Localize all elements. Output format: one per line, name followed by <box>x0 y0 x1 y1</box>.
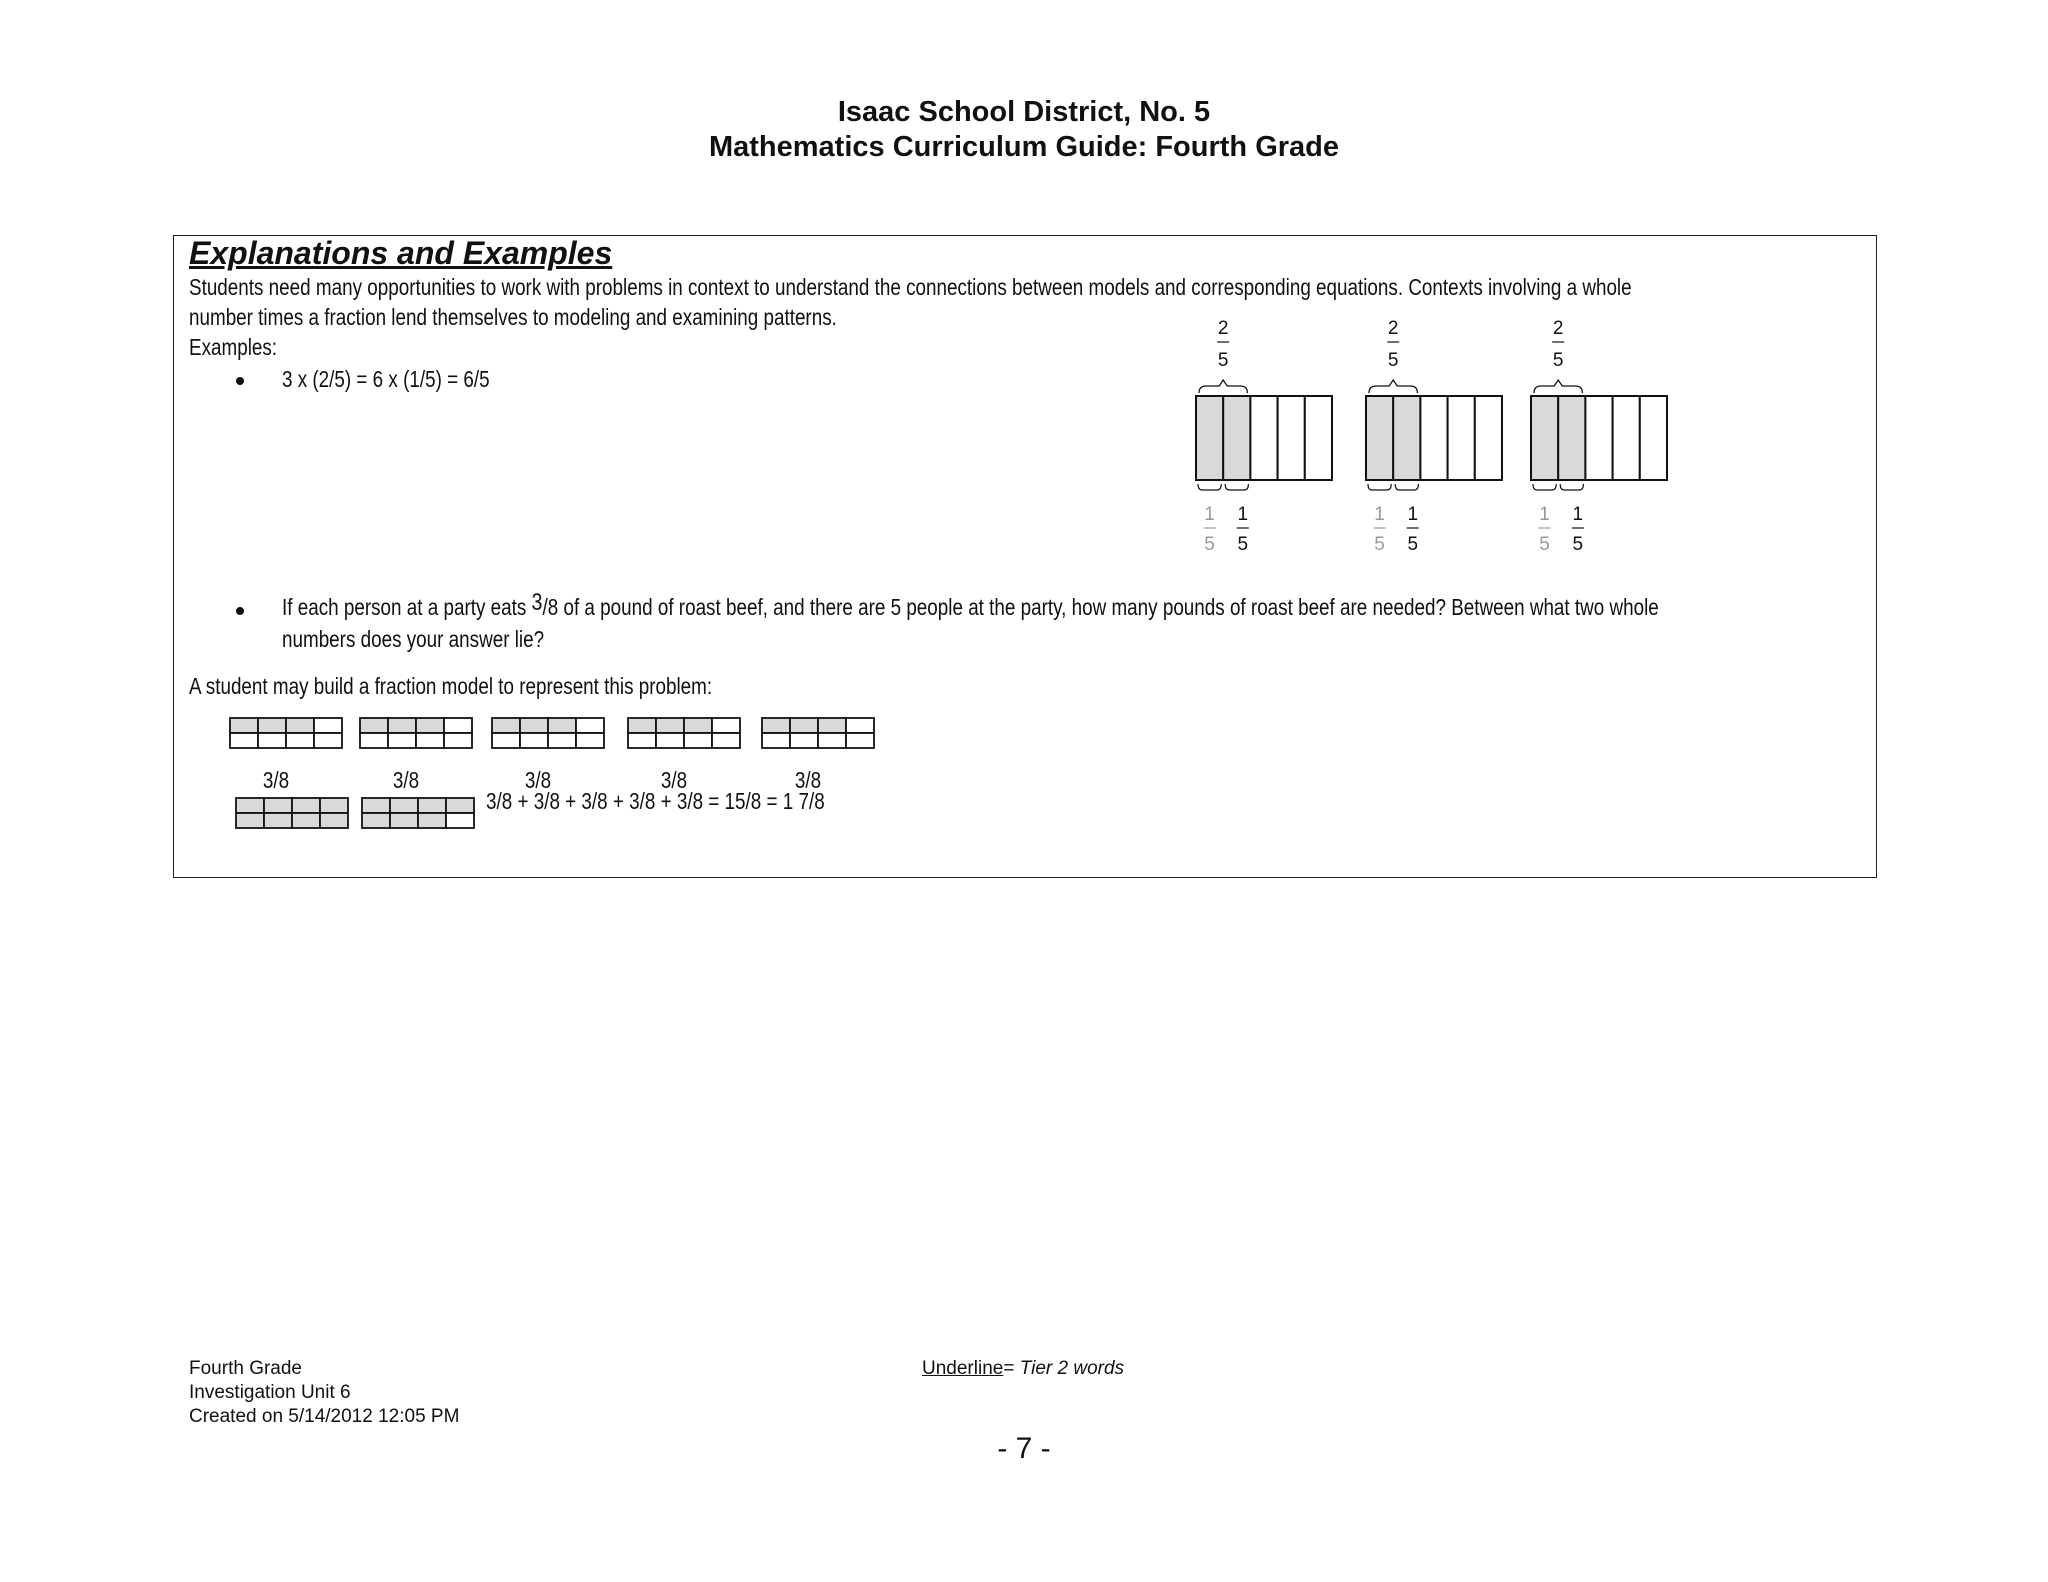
eighths-cell <box>446 813 474 828</box>
eighths-cell <box>314 718 342 733</box>
sum-equation: 3/8 + 3/8 + 3/8 + 3/8 + 3/8 = 15/8 = 1 7/8 <box>486 788 825 814</box>
intro-line-1: Students need many opportunities to work with problems in context to understand the connections between models and corresponding equations. Contexts involving a whole <box>189 274 1632 300</box>
fifths-cell <box>1196 396 1223 480</box>
eighths-cell <box>360 733 388 748</box>
eighths-cell <box>418 813 446 828</box>
eighths-cell <box>388 718 416 733</box>
eighths-cell <box>292 798 320 813</box>
brace <box>1534 380 1582 393</box>
fraction-denominator: 5 <box>1217 350 1229 371</box>
eighths-model <box>220 710 900 840</box>
legend-tier: Tier 2 words <box>1019 1358 1125 1379</box>
eighths-cell <box>818 718 846 733</box>
fraction-denominator: 5 <box>1387 350 1399 371</box>
fraction-denominator: /8 <box>542 594 559 620</box>
fraction-numerator: 2 <box>1217 318 1229 339</box>
fifths-cell <box>1250 396 1277 480</box>
eighths-cell <box>258 733 286 748</box>
examples-label: Examples: <box>189 334 278 360</box>
example-2-post: of a pound of roast beef, and there are 5 people at the party, how many pounds of roast beef are needed? Between what two whole <box>558 594 1659 620</box>
fifths-cell <box>1420 396 1447 480</box>
guide-title: Mathematics Curriculum Guide: Fourth Grade <box>708 131 1340 163</box>
eighths-cell <box>446 798 474 813</box>
eighths-cell <box>576 733 604 748</box>
eighths-cell <box>236 813 264 828</box>
eighths-cell <box>362 798 390 813</box>
brace <box>1533 484 1556 490</box>
example-2-line-1 <box>282 589 1659 622</box>
eighths-cell <box>492 733 520 748</box>
brace <box>1560 484 1583 490</box>
brace <box>1199 380 1247 393</box>
fifths-cell <box>1305 396 1332 480</box>
fifths-cell <box>1448 396 1475 480</box>
eighths-cell <box>416 733 444 748</box>
eighths-cell <box>286 718 314 733</box>
fifths-model <box>1180 310 1700 560</box>
fraction-numerator: 3 <box>531 589 543 616</box>
fraction-denominator: 5 <box>1572 534 1584 555</box>
section-title: Explanations and Examples <box>189 235 613 271</box>
bar-label: 3/8 <box>392 768 420 794</box>
footer-grade: Fourth Grade <box>189 1358 302 1379</box>
bar-label: 3/8 <box>794 768 822 794</box>
fraction-denominator: 5 <box>1374 534 1385 555</box>
eighths-cell <box>762 718 790 733</box>
eighths-cell <box>292 813 320 828</box>
district-title: Isaac School District, No. 5 <box>837 96 1211 128</box>
eighths-cell <box>548 733 576 748</box>
eighths-cell <box>258 718 286 733</box>
eighths-cell <box>320 798 348 813</box>
intro-line-2: number times a fraction lend themselves to modeling and examining patterns. <box>189 304 837 330</box>
eighths-cell <box>320 813 348 828</box>
eighths-cell <box>818 733 846 748</box>
brace <box>1368 484 1391 490</box>
eighths-cell <box>548 718 576 733</box>
footer-unit: Investigation Unit 6 <box>189 1382 351 1403</box>
eighths-cell <box>492 718 520 733</box>
bullet-2 <box>236 607 244 615</box>
fraction-numerator: 1 <box>1204 504 1215 525</box>
fifths-cell <box>1393 396 1420 480</box>
eighths-cell <box>520 718 548 733</box>
eighths-cell <box>390 813 418 828</box>
eighths-cell <box>264 798 292 813</box>
fifths-cell <box>1640 396 1667 480</box>
fraction-denominator: 5 <box>1407 534 1419 555</box>
fraction-denominator: 5 <box>1552 350 1564 371</box>
eighths-cell <box>520 733 548 748</box>
eighths-cell <box>230 718 258 733</box>
footer-legend <box>922 1358 1124 1380</box>
fraction-numerator: 1 <box>1237 504 1249 525</box>
bar-label: 3/8 <box>524 768 552 794</box>
brace <box>1198 484 1221 490</box>
legend-underline: Underline <box>922 1358 1004 1379</box>
fifths-cell <box>1585 396 1612 480</box>
fraction-denominator: 5 <box>1237 534 1249 555</box>
student-model-text: A student may build a fraction model to represent this problem: <box>189 673 713 699</box>
fraction-numerator: 1 <box>1572 504 1584 525</box>
fraction-numerator: 1 <box>1374 504 1385 525</box>
eighths-cell <box>416 718 444 733</box>
eighths-cell <box>656 718 684 733</box>
eighths-cell <box>846 718 874 733</box>
eighths-cell <box>628 718 656 733</box>
eighths-cell <box>418 798 446 813</box>
eighths-cell <box>684 718 712 733</box>
fifths-cell <box>1278 396 1305 480</box>
eighths-cell <box>576 718 604 733</box>
example-2-line-2: numbers does your answer lie? <box>282 626 545 652</box>
eighths-cell <box>790 733 818 748</box>
fraction-numerator: 2 <box>1552 318 1564 339</box>
fraction-denominator: 5 <box>1539 534 1550 555</box>
fraction-denominator: 5 <box>1204 534 1215 555</box>
eighths-cell <box>628 733 656 748</box>
eighths-cell <box>444 718 472 733</box>
eighths-cell <box>236 798 264 813</box>
eighths-cell <box>362 813 390 828</box>
example-2-pre: If each person at a party eats <box>282 594 532 620</box>
footer-created: Created on 5/14/2012 12:05 PM <box>189 1406 460 1427</box>
brace <box>1225 484 1248 490</box>
fifths-cell <box>1531 396 1558 480</box>
eighths-cell <box>286 733 314 748</box>
fifths-cell <box>1475 396 1502 480</box>
eighths-cell <box>712 718 740 733</box>
fifths-cell <box>1613 396 1640 480</box>
bar-label: 3/8 <box>262 768 290 794</box>
fraction-numerator: 2 <box>1387 318 1399 339</box>
fraction-numerator: 1 <box>1407 504 1419 525</box>
bullet-1 <box>236 377 244 385</box>
eighths-cell <box>390 798 418 813</box>
eighths-cell <box>762 733 790 748</box>
eighths-cell <box>360 718 388 733</box>
fifths-cell <box>1366 396 1393 480</box>
brace <box>1369 380 1417 393</box>
eighths-cell <box>314 733 342 748</box>
eighths-cell <box>444 733 472 748</box>
brace <box>1395 484 1418 490</box>
bar-label: 3/8 <box>660 768 688 794</box>
eighths-cell <box>264 813 292 828</box>
eighths-cell <box>388 733 416 748</box>
eighths-cell <box>846 733 874 748</box>
eighths-cell <box>230 733 258 748</box>
eighths-cell <box>656 733 684 748</box>
fifths-cell <box>1223 396 1250 480</box>
eighths-cell <box>684 733 712 748</box>
page-number: - 7 - <box>997 1432 1051 1465</box>
fraction-numerator: 1 <box>1539 504 1550 525</box>
eighths-cell <box>712 733 740 748</box>
fifths-cell <box>1558 396 1585 480</box>
legend-equals: = <box>1003 1358 1020 1379</box>
eighths-cell <box>790 718 818 733</box>
example-1: 3 x (2/5) = 6 x (1/5) = 6/5 <box>282 366 490 392</box>
